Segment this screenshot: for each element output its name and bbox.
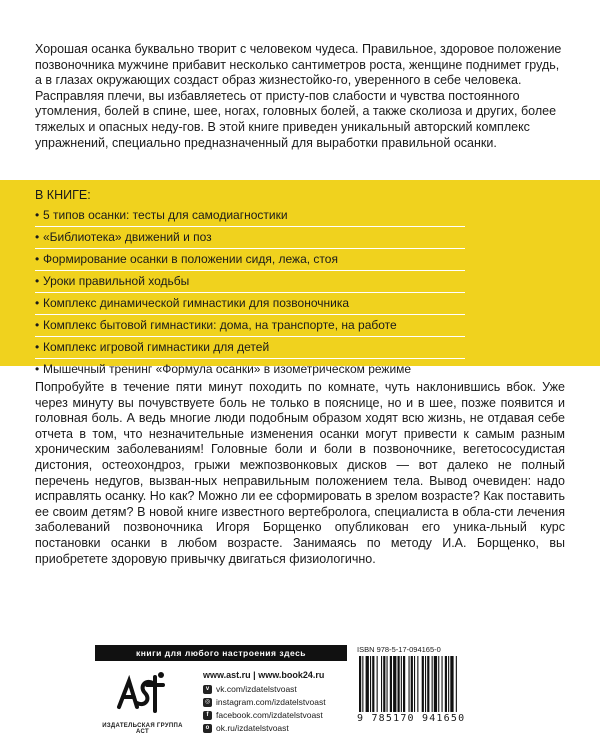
barcode-digits: 9 785170 941650 [357,713,466,724]
barcode-bar [403,656,405,712]
barcode-bar [372,656,374,712]
barcode-bar [422,656,424,712]
website-links[interactable]: www.ast.ru | www.book24.ru [203,670,325,680]
publisher-logo [95,667,190,737]
contents-item: • 5 типов осанки: тесты для самодиагностики [35,205,465,227]
contents-item: • Формирование осанки в положении сидя, лежа, стоя [35,249,465,271]
barcode-bar [438,656,439,712]
isbn-number: ISBN 978-5-17-094165-0 [357,645,441,654]
contact-links [203,667,353,735]
barcode-bar [366,656,369,712]
contents-item: • Мышечный тренинг «Формула осанки» в изометрическом режиме [35,362,412,376]
publisher-name: ИЗДАТЕЛЬСКАЯ ГРУППА АСТ [102,723,183,735]
barcode-bar [359,656,361,712]
barcode-image [357,656,505,712]
contents-title: В КНИГЕ: [35,188,91,202]
instagram-icon: ◎ [204,699,211,705]
barcode-bar [370,656,371,712]
isbn-barcode [357,645,505,737]
barcode-bar [401,656,402,712]
barcode-bar [411,656,413,712]
social-link-odnoklassniki[interactable]: o ok.ru/izdatelstvoast [203,722,353,735]
barcode-bar [393,656,396,712]
barcode-bar [448,656,449,712]
contents-item: • Комплекс динамической гимнастики для позвоночника [35,293,465,315]
barcode-bar [381,656,382,712]
social-link-facebook[interactable]: f facebook.com/izdatelstvoast [203,709,353,722]
barcode-bar [417,656,418,712]
contents-item: • Уроки правильной ходьбы [35,271,465,293]
barcode-bar [427,656,429,712]
barcode-bar [409,656,410,712]
barcode-bar [442,656,443,712]
barcode-bar [383,656,385,712]
barcode-bar [425,656,426,712]
social-link-instagram[interactable]: ◎ instagram.com/izdatelstvoast [204,697,326,707]
footer [95,645,505,737]
odnoklassniki-icon: o [203,724,212,733]
ast-logo-icon [115,667,167,719]
barcode-bar [362,656,363,712]
vk-icon: v [203,685,212,694]
body-paragraph: Попробуйте в течение пяти минут походить по комнате, чуть наклонившись вбок. Уже через минуту вы почувствуете боль не только в пояснице, но и в шее, позже появится и головная боль. А ведь многие люди подобным образом ходят всю жизнь, не отдавая себе отчета в том, что незначительные изменения осанки могут привести к самым разным хроническим заболеваниям! Головные боли и боли в позвоночнике, вегетососудистая дистония, остеохондроз, грыжи межпозвонковых дисков — вот далеко не полный перечень недугов, вызван-ных неправильным положением тела. Вывод очевиден: надо исправлять осанку. Но как? Можно ли ее сформировать в зрелом возрасте? Как поставить ее своим детям? В новой книге известного вертебролога, специалиста в обла-сти лечения заболеваний позвоночника Игоря Борщенко опубликован его уника-льный курс постановки осанки в любом возрасте. Занимаясь по методу И.А. Борщенко, вы приобретете здоровую привычку двигаться физиологично. [35,380,565,566]
contents-item: • Комплекс бытовой гимнастики: дома, на транспорте, на работе [35,315,465,337]
barcode-bar [432,656,433,712]
barcode-bar [398,656,400,712]
tagline-banner: книги для любого настроения здесь [95,645,347,661]
barcode-bar [434,656,437,712]
contents-item: • Комплекс игровой гимнастики для детей [35,337,465,359]
barcode-bar [390,656,392,712]
barcode-bar [456,656,457,712]
contents-box [0,180,600,376]
facebook-icon: f [203,711,212,720]
barcode-bar [387,656,388,712]
contents-list [35,205,465,380]
barcode-bar [450,656,453,712]
barcode-bar [377,656,378,712]
barcode-bar [445,656,447,712]
social-link-vk[interactable]: v vk.com/izdatelstvoast [203,683,353,696]
contents-item: • «Библиотека» движений и поз [35,227,465,249]
intro-paragraph: Хорошая осанка буквально творит с человеком чудеса. Правильное, здоровое положение позвоночника мужчине прибавит несколько сантиметров роста, женщине поднимет грудь, а в глазах окружающих создаст образ жизнестойко-го, уверенного в себе человека. Расправляя плечи, вы избавляетесь от присту-пов слабости и чувства постоянного утомления, болей в спине, шее, ногах, головных болей, а также сколиоза и других, более тяжелых и опасных неду-гов. В этой книге приведен уникальный авторский комплекс упражнений, специально предназначенный для выработки правильной осанки. [35,42,562,150]
barcode-bar [414,656,415,712]
